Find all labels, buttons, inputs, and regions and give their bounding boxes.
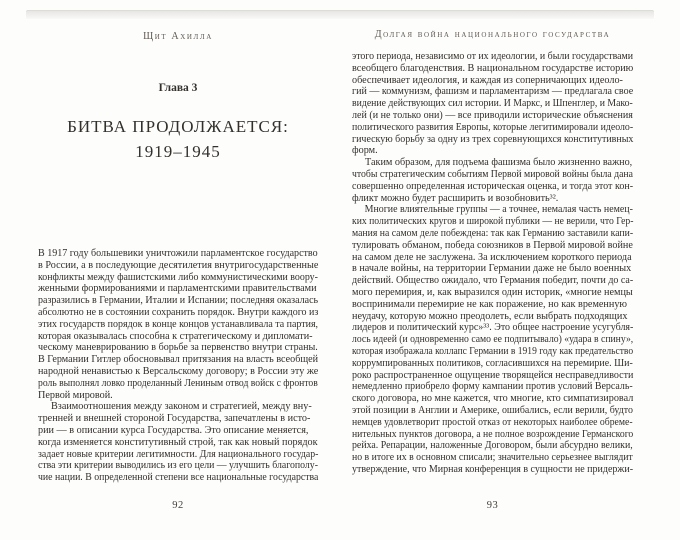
body-line: политического развития Европы, которые легитимировали идеоло- — [352, 121, 634, 133]
body-line: лось идеей (и одновременно само ее подпитывало) «удара в спину», — [352, 334, 634, 346]
body-line: В Германии Гитлер обосновывал притязания на власть всеобщей — [38, 354, 319, 366]
body-line: обеспечивает идеология, и каждая из соперничающих идеоло- — [352, 74, 623, 86]
left-body-text — [38, 248, 318, 484]
left-page — [38, 0, 318, 540]
body-line: гий — коммунизм, фашизм и парламентаризм — предлагала свое — [352, 86, 634, 98]
body-line: тулировать обманом, победа союзников в Первой мировой войне — [352, 239, 633, 251]
body-line: всеобщего благоденствия. В национальном государстве историю — [352, 62, 634, 74]
body-line: абсолютно не в состоянии сохранить порядок. Внутри каждого из — [38, 306, 319, 318]
body-line: роко распространенное ощущение творящейся несправедливости — [352, 369, 634, 381]
body-line: разразились в Германии, Италии и Испании; последняя оказалась — [38, 295, 319, 307]
body-line: но в итоге их в основном списали; значительно серьезнее выглядит — [352, 452, 633, 464]
body-line: на самом деле не заслужена. За исключением короткого периода — [352, 251, 632, 263]
body-line: форм. — [352, 145, 378, 157]
body-line: лей (и не только они) — все приводили исторические объяснения — [352, 109, 633, 121]
body-line: Первой мировой. — [38, 389, 113, 401]
body-line: задает новые критерии легитимности. Для национального государ- — [38, 448, 319, 460]
body-line: немцев удовлетворит простой отказ от некоторых наиболее обреме- — [352, 416, 633, 428]
body-line: чие нации. В определенной степени все национальные государства — [38, 472, 319, 484]
body-line: тренней и внешней стороной Государства, запечатлены в исто- — [38, 413, 311, 425]
body-line: мания на самом деле побеждена: так как Германию заставили капи- — [352, 227, 634, 239]
body-line: этой позиции в Англии и Америке, ошибались, если верили, будто — [352, 404, 633, 416]
body-line: ства эти критерии выводились из его цели — улучшить благополу- — [38, 460, 318, 472]
page-number-right: 93 — [486, 500, 499, 511]
body-line: Многие влиятельные группы — а точнее, немалая часть немец- — [364, 204, 633, 216]
chapter-title — [28, 114, 328, 164]
body-line: немедленно приобрело форму кампании против условий Версаль- — [352, 381, 633, 393]
body-line: коррумпированных политиков, согласившихся на перемирие. Ши- — [352, 357, 633, 369]
body-line: нительных пунктов договора, а не полное возрождение Германского — [352, 428, 634, 440]
chapter-title-line-2: 1919–1945 — [135, 142, 221, 161]
body-line: которая изображала коллапс Германии в 1919 году как предательство — [352, 345, 634, 357]
body-line: конфликты между фашистскими либо коммунистическими воору- — [38, 271, 318, 283]
body-line: ческому маневрированию в борьбе за первенство внутри страны. — [38, 342, 318, 354]
running-header-right: Долгая война национального государства — [374, 29, 611, 40]
body-line: этих государств порядок в конце концов устанавливала та партия, — [38, 318, 319, 330]
body-line: роль выполнял ловко проделанный Лениным отвод войск с фронтов — [38, 377, 318, 389]
body-line: Взаимоотношения между законом и стратегией, между вну- — [51, 401, 312, 413]
body-line: этого периода, независимо от их идеологии, и были государствами — [352, 51, 634, 62]
body-line: женными формированиями и парламентскими правительствами — [38, 283, 317, 295]
chapter-label: Глава 3 — [158, 82, 198, 94]
page-number-left: 92 — [172, 500, 184, 511]
right-page — [352, 0, 633, 540]
body-line: действий. Общество ожидало, что Германия победит, почти до са- — [352, 275, 634, 287]
body-line: в начале войны, на территории Германии даже не было военных — [352, 263, 632, 275]
body-line: чтобы стратегическим событиям Первой мировой войны была дана — [352, 168, 633, 180]
body-line: Таким образом, для подъема фашизма было жизненно важно, — [365, 157, 633, 169]
body-line: ких политических кругов и широкой публики — не верили, что Гер- — [352, 216, 634, 228]
body-line: В 1917 году большевики уничтожили парламентское государство — [38, 248, 318, 259]
body-line: неудачу, которую можно преодолеть, если выбрать подходящих — [352, 310, 628, 322]
body-line: воспринимали перемирие не как поражение, но как временную — [352, 298, 628, 310]
body-line: рии — в описании курса Государства. Это описание меняется, — [38, 424, 309, 436]
body-line: в России, а в последующие десятилетия внутригосударственные — [38, 259, 319, 271]
body-line: когда изменяется конститутивный строй, так как новый порядок — [38, 436, 318, 448]
body-line: гическую борьбу за одну из трех соревнующихся конститутивных — [352, 133, 634, 145]
body-line: фликт можно будет расширить и возобновить³². — [352, 192, 559, 204]
right-body-text — [352, 51, 633, 476]
running-header-left: Щит Ахилла — [143, 31, 213, 42]
body-line: видение действующих сил истории. И Маркс, и Шпенглер, и Мако- — [352, 98, 633, 110]
body-line: рейха. Репарации, наложенные Договором, были абсурдно велики, — [352, 440, 633, 452]
body-line: утверждение, что Мирная конференция в сущности не придержи- — [352, 463, 634, 475]
chapter-title-line-1: БИТВА ПРОДОЛЖАЕТСЯ: — [67, 117, 289, 136]
body-line: которая оказывалась способна к стратегическому и дипломати- — [38, 330, 313, 342]
body-line: ского договора, но мне кажется, что многие, кто симпатизировал — [352, 393, 634, 405]
body-line: народной ненавистью к Версальскому договору; в России эту же — [38, 365, 319, 377]
body-line: лидеров и политический курс»³³. Это общее настроение усугубля- — [352, 322, 634, 334]
body-line: совершенно определенная историческая оценка, и тогда этот кон- — [352, 180, 634, 192]
body-line: мого перемирия, и, как выразился один историк, «многие немцы — [352, 286, 633, 298]
